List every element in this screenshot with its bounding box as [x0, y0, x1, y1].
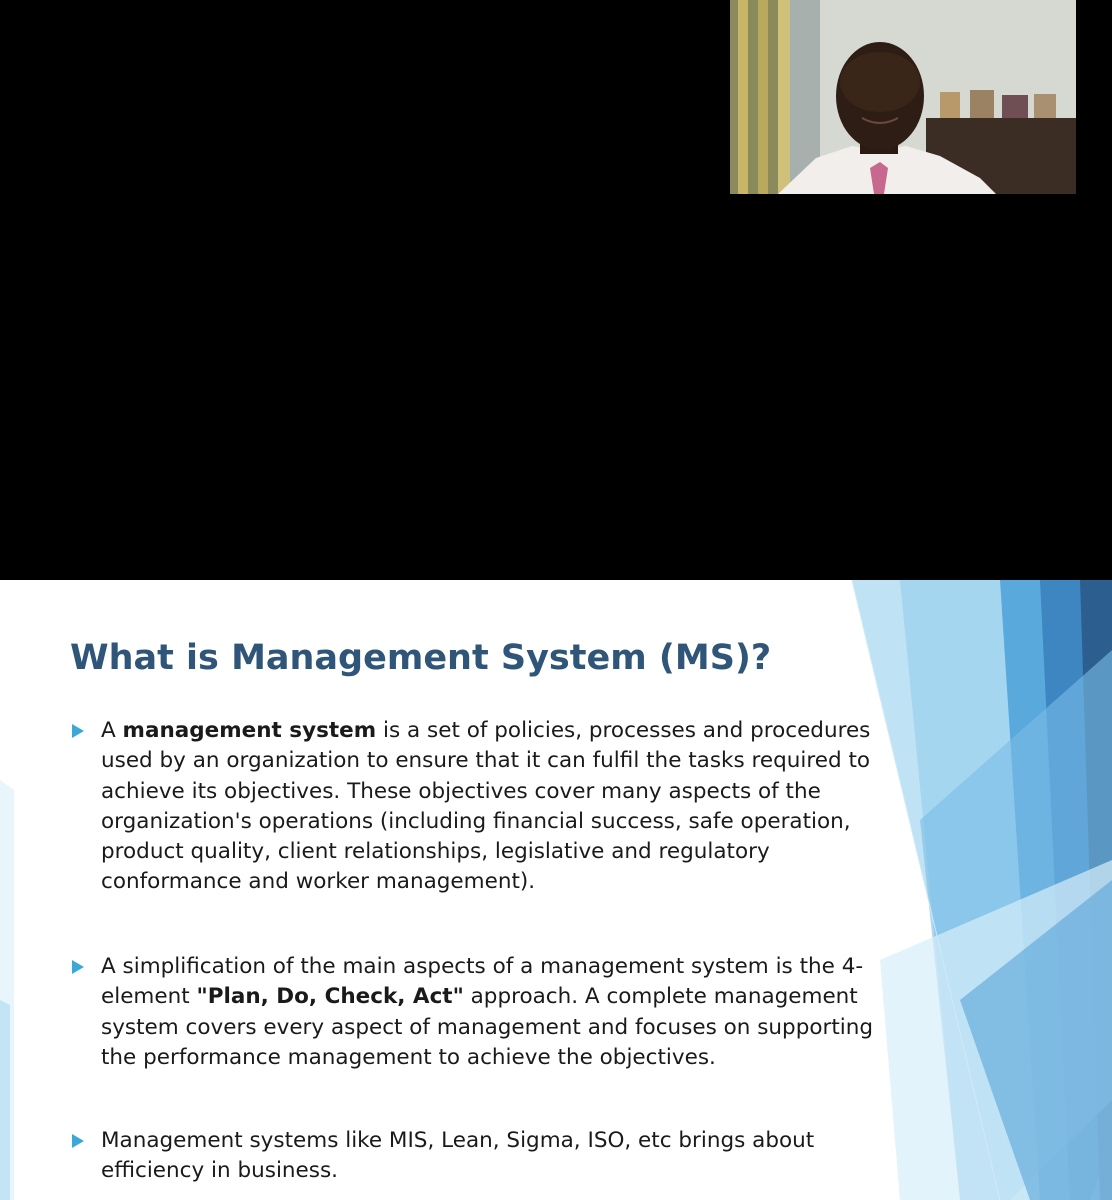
presentation-slide [0, 580, 1112, 1200]
bullet-item [72, 952, 912, 1073]
bullet-text-prefix: A simplification of the main aspects of a management system is the 4-element [101, 954, 864, 1010]
bullet-text [101, 716, 912, 898]
bullet-text-body: approach. A complete management system covers every aspect of management and focuses on supporting the performance management to achieve the objectives. [101, 984, 874, 1070]
bullet-bold-term: management system [122, 718, 377, 743]
webcam-feed[interactable] [730, 0, 1076, 194]
bullet-text [101, 952, 912, 1073]
video-area [0, 0, 1112, 580]
slide-title: What is Management System (MS)? [70, 638, 772, 678]
bullet-bold-term: "Plan, Do, Check, Act" [196, 984, 464, 1010]
bullet-text-prefix: A [101, 718, 123, 743]
bullet-text-body: is a set of policies, processes and procedures used by an organization to ensure that it can fulfil the tasks required to achieve its objectives. These objectives cover many aspects of the organization's operations (including financial success, safe operation, product quality, client relationships, legislative and regulatory conformance and worker management). [101, 718, 871, 895]
bullet-arrow-icon [72, 960, 84, 974]
bullet-text: Management systems like MIS, Lean, Sigma, ISO, etc brings about efficiency in business. [101, 1128, 815, 1184]
bullet-arrow-icon [72, 724, 84, 738]
bullet-item [72, 1126, 912, 1187]
bullet-item [72, 716, 912, 898]
presenter-video [730, 0, 1076, 194]
bullet-arrow-icon [72, 1134, 84, 1148]
